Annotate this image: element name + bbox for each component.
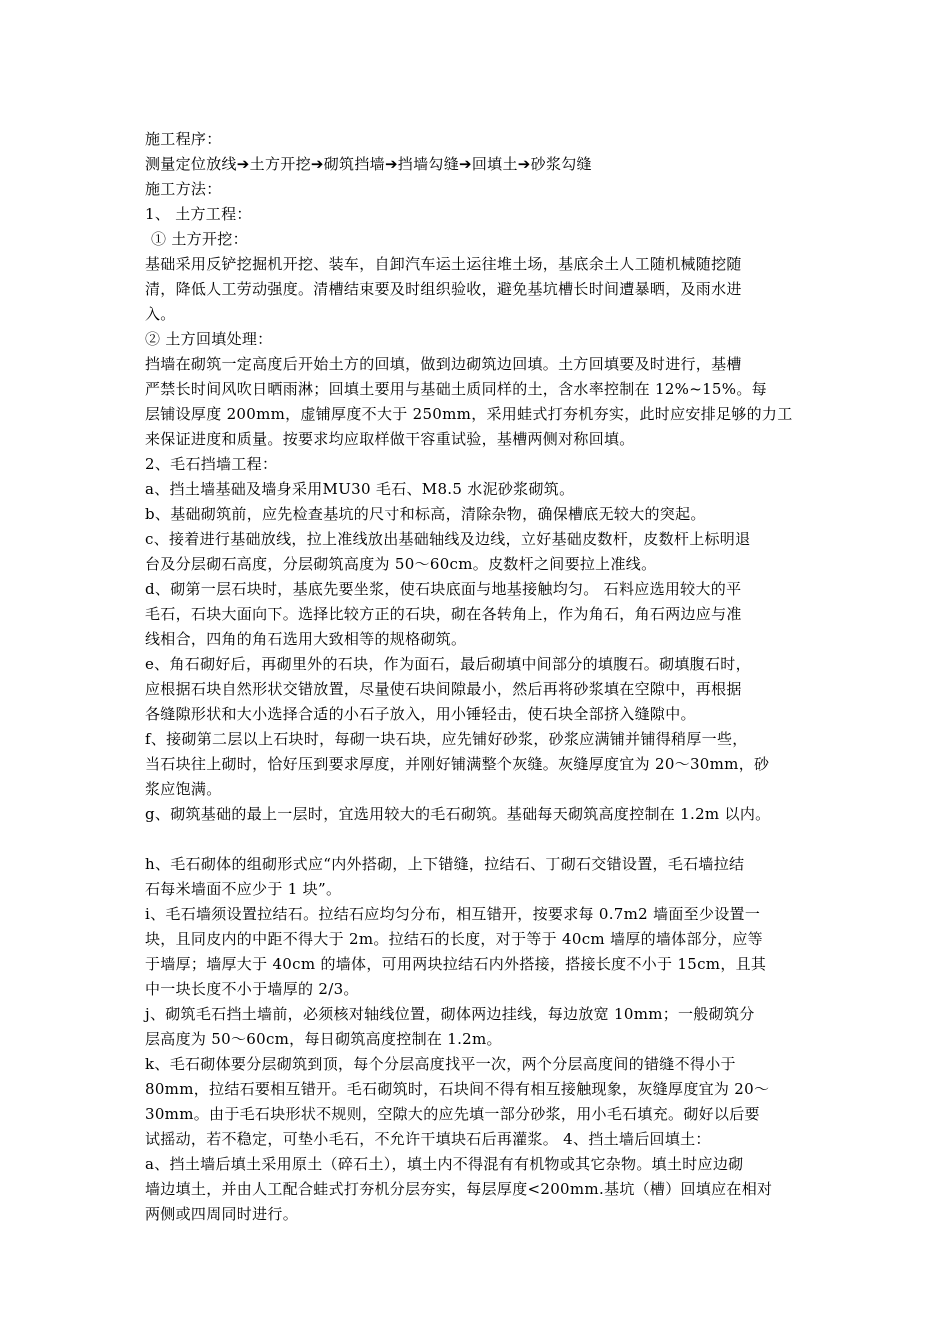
text-line: 两侧或四周同时进行。 (145, 1205, 299, 1223)
text-line: 线相合，四角的角石选用大致相等的规格砌筑。 (145, 630, 467, 648)
text-line: 各缝隙形状和大小选择合适的小石子放入，用小锤轻击，使石块全部挤入缝隙中。 (145, 705, 696, 723)
text-line: 基础采用反铲挖掘机开挖、装车，自卸汽车运土运往堆土场，基底余土人工随机械随挖随 (145, 255, 742, 273)
document-body (145, 127, 835, 1227)
text-line: 应根据石块自然形状交错放置，尽量使石块间隙最小，然后再将砂浆填在空隙中，再根据 (145, 680, 742, 698)
text-line: 2、毛石挡墙工程： (145, 455, 278, 473)
text-line: g、砌筑基础的最上一层时，宜选用较大的毛石砌筑。基础每天砌筑高度控制在 1.2m 以内。 (145, 805, 771, 823)
text-line: 当石块往上砌时，恰好压到要求厚度，并刚好铺满整个灰缝。灰缝厚度宜为 20～30mm，砂 (145, 755, 770, 773)
text-line: 层高度为 50～60cm，每日砌筑高度控制在 1.2m。 (145, 1030, 502, 1048)
text-line: 来保证进度和质量。按要求均应取样做干容重试验，基槽两侧对称回填。 (145, 430, 635, 448)
text-line: 浆应饱满。 (145, 780, 222, 798)
text-line: 层铺设厚度 200mm，虚铺厚度不大于 250mm，采用蛙式打夯机夯实，此时应安排足够的力工 (145, 405, 793, 423)
text-line: 墙边填土，并由人工配合蛙式打夯机分层夯实，每层厚度<200mm.基坑（槽）回填应在相对 (145, 1180, 773, 1198)
text-line: 石每米墙面不应少于 1 块”。 (145, 880, 342, 898)
text-line: d、砌第一层石块时，基底先要坐浆，使石块底面与地基接触均匀。 石料应选用较大的平 (145, 580, 742, 598)
text-line: 中一块长度不小于墙厚的 2/3。 (145, 980, 359, 998)
text-line: e、角石砌好后，再砌里外的石块，作为面石，最后砌填中间部分的填腹石。砌填腹石时， (145, 655, 751, 673)
text-line: j、砌筑毛石挡土墙前，必须核对轴线位置，砌体两边挂线，每边放宽 10mm；一般砌筑分 (145, 1005, 755, 1023)
text-line: 80mm，拉结石要相互错开。毛石砌筑时，石块间不得有相互接触现象，灰缝厚度宜为 20～ (145, 1080, 770, 1098)
text-line: h、毛石砌体的组砌形式应“内外搭砌，上下错缝，拉结石、丁砌石交错设置，毛石墙拉结 (145, 855, 745, 873)
blank-line (145, 827, 835, 852)
text-line: b、基础砌筑前，应先检查基坑的尺寸和标高，清除杂物，确保槽底无较大的突起。 (145, 505, 706, 523)
text-line: 毛石，石块大面向下。选择比较方正的石块，砌在各转角上，作为角石，角石两边应与准 (145, 605, 742, 623)
text-line: 严禁长时间风吹日晒雨淋；回填土要用与基础土质同样的土，含水率控制在 12%~15%。每 (145, 380, 767, 398)
text-line: 施工程序： (145, 130, 222, 148)
text-line: 施工方法： (145, 180, 222, 198)
text-line: 试摇动，若不稳定，可垫小毛石，不允许干填块石后再灌浆。 4、挡土墙后回填土： (145, 1130, 711, 1148)
text-line: k、毛石砌体要分层砌筑到顶，每个分层高度找平一次，两个分层高度间的错缝不得小于 (145, 1055, 736, 1073)
text-line: 30mm。由于毛石块形状不规则，空隙大的应先填一部分砂浆，用小毛石填充。砌好以后要 (145, 1105, 760, 1123)
text-line: ② 土方回填处理： (145, 330, 273, 348)
text-line: ① 土方开挖： (151, 230, 248, 248)
text-line: 于墙厚；墙厚大于 40cm 的墙体，可用两块拉结石内外搭接，搭接长度不小于 15cm，且其 (145, 955, 767, 973)
text-line: a、挡土墙基础及墙身采用MU30 毛石、M8.5 水泥砂浆砌筑。 (145, 480, 575, 498)
text-line: 台及分层砌石高度，分层砌筑高度为 50～60cm。皮数杆之间要拉上准线。 (145, 555, 657, 573)
text-line: 1、 土方工程： (145, 205, 252, 223)
text-line: f、接砌第二层以上石块时，每砌一块石块，应先铺好砂浆，砂浆应满铺并铺得稍厚一些， (145, 730, 748, 748)
text-line: c、接着进行基础放线，拉上准线放出基础轴线及边线，立好基础皮数杆，皮数杆上标明退 (145, 530, 751, 548)
text-line: a、挡土墙后填土采用原土（碎石土），填土内不得混有有机物或其它杂物。填土时应边砌 (145, 1155, 744, 1173)
text-line: 清，降低人工劳动强度。清槽结束要及时组织验收，避免基坑槽长时间遭暴晒，及雨水进 (145, 280, 742, 298)
text-line: 挡墙在砌筑一定高度后开始土方的回填，做到边砌筑边回填。土方回填要及时进行，基槽 (145, 355, 742, 373)
text-line: 测量定位放线➔土方开挖➔砌筑挡墙➔挡墙勾缝➔回填土➔砂浆勾缝 (145, 155, 592, 173)
text-line: 入。 (145, 305, 176, 323)
text-line: i、毛石墙须设置拉结石。拉结石应均匀分布，相互错开，按要求每 0.7m2 墙面至少设置一 (145, 905, 761, 923)
text-line: 块，且同皮内的中距不得大于 2m。拉结石的长度，对于等于 40cm 墙厚的墙体部分，应等 (145, 930, 763, 948)
